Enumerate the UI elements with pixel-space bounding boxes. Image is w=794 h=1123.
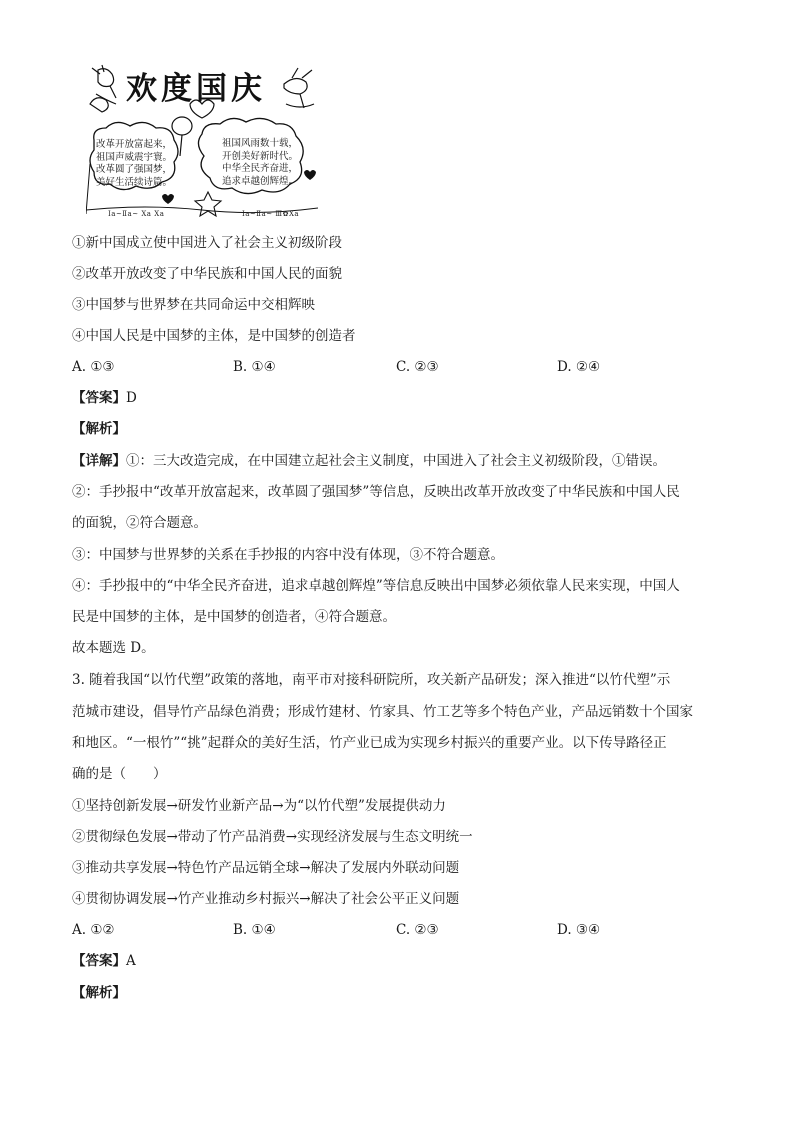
dove-left-icon bbox=[90, 65, 116, 112]
q2-detail-6: 民是中国梦的主体，是中国梦的创造者，④符合题意。 bbox=[72, 609, 396, 625]
poster-right-sign: Ⅰa~Ⅱa~ Ⅲ✿Ⅹa bbox=[242, 210, 300, 218]
q2-detail-3: 的面貌，②符合题意。 bbox=[72, 515, 207, 531]
answer-label: 【答案】 bbox=[72, 953, 126, 969]
q2-option-b: B. ①④ bbox=[233, 359, 276, 375]
detail-label: 【详解】 bbox=[72, 453, 126, 469]
q2-detail-5: ④：手抄报中的“中华全民齐奋进，追求卓越创辉煌”等信息反映出中国梦必须依靠人民来实现，中国人 bbox=[72, 578, 680, 594]
q3-option-a: A. ①② bbox=[72, 922, 115, 938]
q3-item-3: ③推动共享发展→特色竹产品远销全球→解决了发展内外联动问题 bbox=[72, 860, 460, 876]
q2-item-1: ①新中国成立使中国进入了社会主义初级阶段 bbox=[72, 235, 342, 251]
q2-item-3: ③中国梦与世界梦在共同命运中交相辉映 bbox=[72, 297, 315, 313]
star-icon bbox=[195, 192, 221, 216]
poster-left-sign: Ⅰa~Ⅱa~ Ⅹa Ⅹa bbox=[108, 210, 165, 218]
answer-value: A bbox=[126, 953, 136, 969]
poster-left-text: 改革开放富起来， 祖国声威震宇寰。 改革圆了强国梦， 美好生活续诗篇。 bbox=[96, 139, 173, 188]
q3-item-1: ①坚持创新发展→研发竹业新产品→为“以竹代塑”发展提供动力 bbox=[72, 798, 446, 814]
q3-option-c: C. ②③ bbox=[396, 922, 439, 938]
q2-detail-1: 【详解】①：三大改造完成，在中国建立起社会主义制度，中国进入了社会主义初级阶段，①错误。 bbox=[72, 453, 666, 469]
q3-stem-2: 范城市建设，倡导竹产品绿色消费；形成竹建材、竹家具、竹工艺等多个特色产业，产品远销数十个国家 bbox=[72, 704, 693, 720]
q2-item-2: ②改革开放改变了中华民族和中国人民的面貌 bbox=[72, 266, 342, 282]
answer-label: 【答案】 bbox=[72, 390, 126, 406]
q3-stem-3: 和地区。“一根竹”“挑”起群众的美好生活，竹产业已成为实现乡村振兴的重要产业。以下传导路径正 bbox=[72, 735, 667, 751]
q2-option-c: C. ②③ bbox=[396, 359, 439, 375]
q3-stem-1: 3. 随着我国“以竹代塑”政策的落地，南平市对接科研院所，攻关新产品研发；深入推进“以竹代塑”示 bbox=[72, 672, 671, 688]
dove-right-icon bbox=[284, 68, 314, 108]
q3-answer bbox=[72, 951, 136, 971]
q2-option-d: D. ②④ bbox=[557, 359, 601, 375]
q2-analysis-label: 【解析】 bbox=[72, 421, 126, 437]
poster-title: 欢度国庆 bbox=[126, 71, 266, 107]
q2-detail-2: ②：手抄报中“改革开放富起来，改革圆了强国梦”等信息，反映出改革开放改变了中华民族和中国人民 bbox=[72, 484, 680, 500]
q3-analysis-label: 【解析】 bbox=[72, 985, 126, 1001]
q2-answer bbox=[72, 388, 137, 408]
q3-item-2: ②贯彻绿色发展→带动了竹产品消费→实现经济发展与生态文明统一 bbox=[72, 829, 473, 845]
poster-right-text: 祖国风雨数十载， 开创美好新时代。 中华全民齐奋进， 追求卓越创辉煌。 bbox=[222, 138, 299, 187]
q3-stem-4: 确的是（ ） bbox=[72, 766, 167, 782]
q2-detail-4: ③：中国梦与世界梦的关系在手抄报的内容中没有体现，③不符合题意。 bbox=[72, 547, 504, 563]
answer-value: D bbox=[126, 390, 137, 406]
q2-detail-7: 故本题选 D。 bbox=[72, 640, 155, 656]
q3-option-b: B. ①④ bbox=[233, 922, 276, 938]
q3-item-4: ④贯彻协调发展→竹产业推动乡村振兴→解决了社会公平正义问题 bbox=[72, 891, 460, 907]
q2-item-4: ④中国人民是中国梦的主体，是中国梦的创造者 bbox=[72, 328, 356, 344]
q3-option-d: D. ③④ bbox=[557, 922, 601, 938]
q2-option-a: A. ①③ bbox=[72, 359, 115, 375]
